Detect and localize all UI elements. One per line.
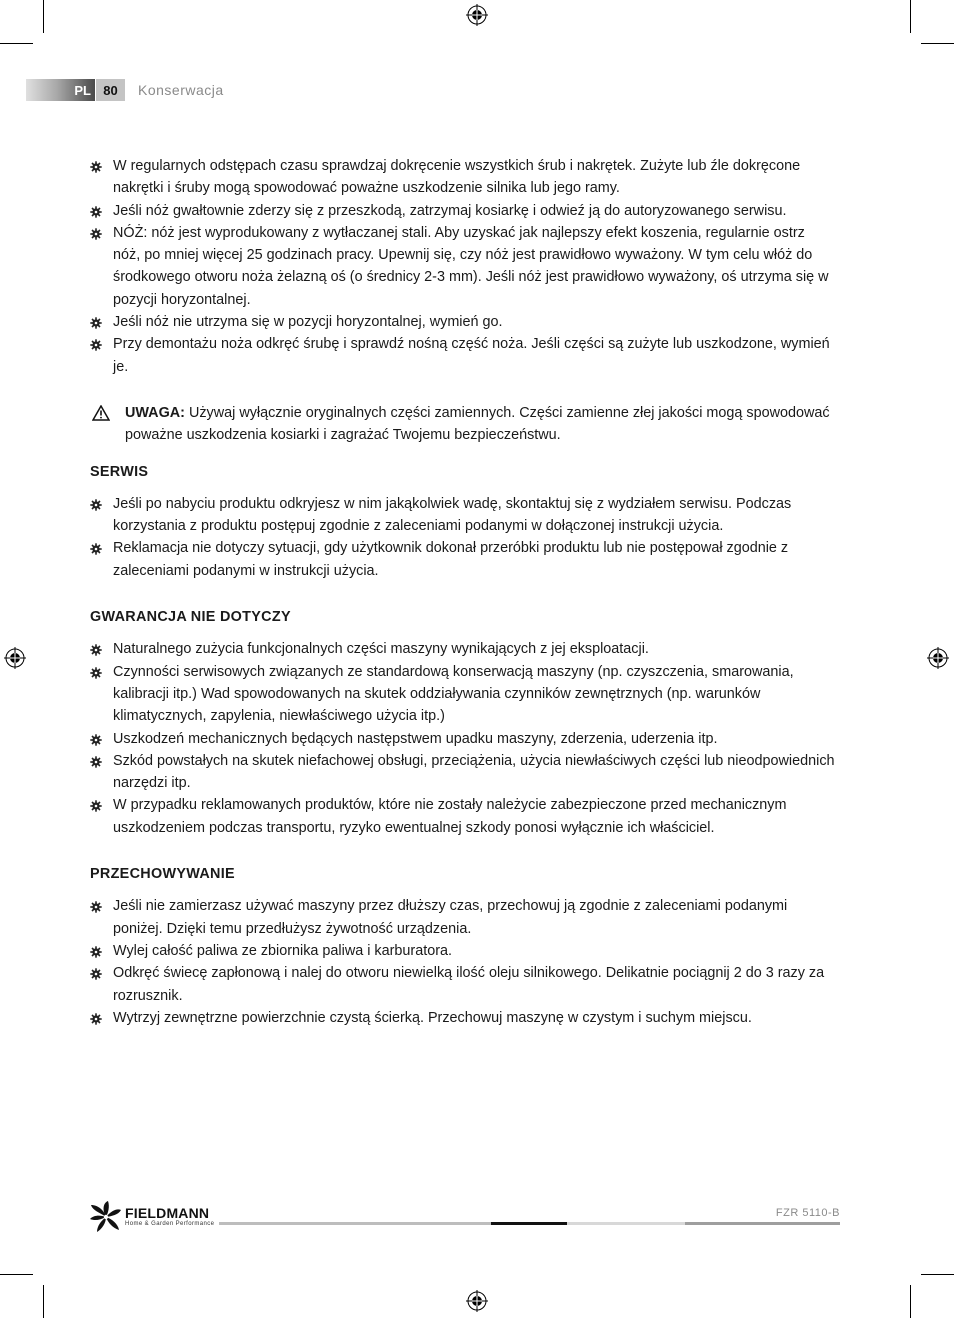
list-item xyxy=(90,940,835,962)
crop-mark xyxy=(921,43,954,44)
list-item-text: Wylej całość paliwa ze zbiornika paliwa i karburatora. xyxy=(113,942,452,959)
section-heading: PRZECHOWYWANIE xyxy=(90,866,235,883)
warning-text: Używaj wyłącznie oryginalnych części zamiennych. Części zamienne złej jakości mogą spowodować poważne uszkodzenia kosiarki i zagrażać Twojemu bezpieczeństwu. xyxy=(125,404,830,444)
footer-divider xyxy=(567,1222,685,1225)
list-item xyxy=(90,750,835,795)
list-item-text: Czynności serwisowych związanych ze standardową konserwacją maszyny (np. czyszczenia, smarowania, kalibracji itp.) Wad spowodowanych na skutek oddziaływania czynników zewnętrznych (np. warunków klimatycznych, zapylenia, niewłaściwego użycia itp.) xyxy=(113,663,794,725)
list-item xyxy=(90,333,835,378)
list-item xyxy=(90,728,835,750)
list-item-text: Reklamacja nie dotyczy sytuacji, gdy użytkownik dokonał przeróbki produktu lub nie postępował zgodnie z zaleceniami podanymi w instrukcji użycia. xyxy=(113,540,789,579)
list-item-text: Jeśli nóż gwałtownie zderzy się z przeszkodą, zatrzymaj kosiarkę i odwieź ją do autoryzowanego serwisu. xyxy=(113,202,787,219)
crop-mark xyxy=(43,0,44,33)
list-item xyxy=(90,222,835,311)
gear-bullet-icon xyxy=(90,1013,102,1025)
list-item-text: Odkręć świecę zapłonową i nalej do otworu niewielką ilość oleju silnikowego. Delikatnie pociągnij 2 do 3 razy za rozrusznik. xyxy=(113,965,825,1004)
list-item xyxy=(90,200,835,222)
brand-name: FIELDMANN xyxy=(125,1205,210,1221)
list-item-text: Jeśli nie zamierzasz używać maszyny przez dłuższy czas, przechowuj ją zgodnie z zaleceniami podanymi poniżej. Dzięki temu przedłużysz żywotność urządzenia. xyxy=(113,898,788,937)
page-header xyxy=(26,79,224,101)
page-number: 80 xyxy=(96,79,125,101)
list-item-text: Przy demontażu noża odkręć śrubę i sprawdź nośną część noża. Jeśli części są zużyte lub uszkodzone, wymień je. xyxy=(113,336,830,375)
gear-bullet-icon xyxy=(90,756,102,768)
gear-bullet-icon xyxy=(90,800,102,812)
registration-mark-icon xyxy=(466,4,488,26)
list-item-text: Uszkodzeń mechanicznych będących następstwem upadku maszyny, zderzenia, uderzenia itp. xyxy=(113,730,718,747)
warning-note xyxy=(90,402,835,447)
brand-tagline: Home & Garden Performance xyxy=(125,1221,215,1227)
crop-mark xyxy=(0,43,33,44)
crop-mark xyxy=(43,1285,44,1318)
section-title: Konserwacja xyxy=(138,82,224,98)
gear-bullet-icon xyxy=(90,499,102,511)
list-item xyxy=(90,1007,835,1029)
footer-divider xyxy=(685,1222,840,1225)
crop-mark xyxy=(910,0,911,33)
page-content xyxy=(90,155,835,1029)
registration-mark-icon xyxy=(4,647,26,669)
serwis-list xyxy=(90,493,835,582)
przechowywanie-list xyxy=(90,895,835,1029)
brand-logo xyxy=(90,1201,214,1233)
crop-mark xyxy=(0,1274,33,1275)
gwarancja-list xyxy=(90,638,835,839)
list-item xyxy=(90,962,835,1007)
list-item xyxy=(90,537,835,582)
gear-bullet-icon xyxy=(90,901,102,913)
list-item xyxy=(90,895,835,940)
list-item-text: Jeśli nóż nie utrzyma się w pozycji horyzontalnej, wymień go. xyxy=(113,314,503,331)
gear-bullet-icon xyxy=(90,667,102,679)
list-item xyxy=(90,794,835,839)
section-serwis xyxy=(90,461,835,582)
list-item xyxy=(90,311,835,333)
gear-bullet-icon xyxy=(90,206,102,218)
model-number: FZR 5110-B xyxy=(775,1207,840,1219)
warning-triangle-icon xyxy=(92,405,110,421)
section-gwarancja xyxy=(90,606,835,839)
footer-divider xyxy=(491,1222,567,1225)
gear-bullet-icon xyxy=(90,734,102,746)
list-item-text: Jeśli po nabyciu produktu odkryjesz w nim jakąkolwiek wadę, skontaktuj się z wydziałem serwisu. Podczas korzystania z produktu postępuj zgodnie z zaleceniami podanymi w dołączonej instrukcji użycia. xyxy=(113,495,792,535)
gear-bullet-icon xyxy=(90,968,102,980)
warning-label: UWAGA: xyxy=(125,404,185,421)
fieldmann-fan-logo-icon xyxy=(90,1201,122,1233)
gear-bullet-icon xyxy=(90,317,102,329)
section-heading: GWARANCJA NIE DOTYCZY xyxy=(90,609,291,626)
crop-mark xyxy=(921,1274,954,1275)
gear-bullet-icon xyxy=(90,946,102,958)
section-przechowywanie xyxy=(90,863,835,1029)
gear-bullet-icon xyxy=(90,543,102,555)
maintenance-list xyxy=(90,155,835,378)
crop-mark xyxy=(910,1285,911,1318)
footer-divider xyxy=(219,1222,491,1225)
list-item-text: Naturalnego zużycia funkcjonalnych części maszyny wynikających z jej eksploatacji. xyxy=(113,641,649,658)
list-item xyxy=(90,661,835,728)
gear-bullet-icon xyxy=(90,339,102,351)
list-item-text: NÓŻ: nóż jest wyprodukowany z wytłaczanej stali. Aby uzyskać jak najlepszy efekt koszenia, regularnie ostrz nóż, po mniej więcej 25 godzinach pracy. Upewnij się, czy nóż jest prawidłowo wyważony. W tym celu włóż do środkowego otworu noża żelazną oś (o średnicy 2-3 mm). Jeśli nóż jest prawidłowo wyważony, oś utrzyma się w pozycji horyzontalnej. xyxy=(113,224,829,308)
list-item xyxy=(90,493,835,538)
registration-mark-icon xyxy=(927,647,949,669)
list-item xyxy=(90,155,835,200)
list-item xyxy=(90,638,835,660)
registration-mark-icon xyxy=(466,1290,488,1312)
section-heading: SERWIS xyxy=(90,463,149,480)
brand-text xyxy=(125,1206,214,1228)
list-item-text: Szkód powstałych na skutek niefachowej obsługi, przeciążenia, użycia niewłaściwych części lub nieodpowiednich narzędzi itp. xyxy=(113,752,835,792)
gear-bullet-icon xyxy=(90,644,102,656)
list-item-text: W regularnych odstępach czasu sprawdzaj dokręcenie wszystkich śrub i nakrętek. Zużyte lub źle dokręcone nakrętki i śruby mogą spowodować poważne uszkodzenie silnika lub jego ramy. xyxy=(113,158,801,197)
list-item-text: W przypadku reklamowanych produktów, które nie zostały należycie zabezpieczone przed mechanicznym uszkodzeniem podczas transportu, ryzyko ewentualnej szkody ponosi wyłącznie ich właściciel. xyxy=(113,797,787,836)
gear-bullet-icon xyxy=(90,228,102,240)
language-tag: PL xyxy=(26,79,95,101)
gear-bullet-icon xyxy=(90,161,102,173)
list-item-text: Wytrzyj zewnętrzne powierzchnie czystą ścierką. Przechowuj maszynę w czystym i suchym miejscu. xyxy=(113,1009,752,1026)
